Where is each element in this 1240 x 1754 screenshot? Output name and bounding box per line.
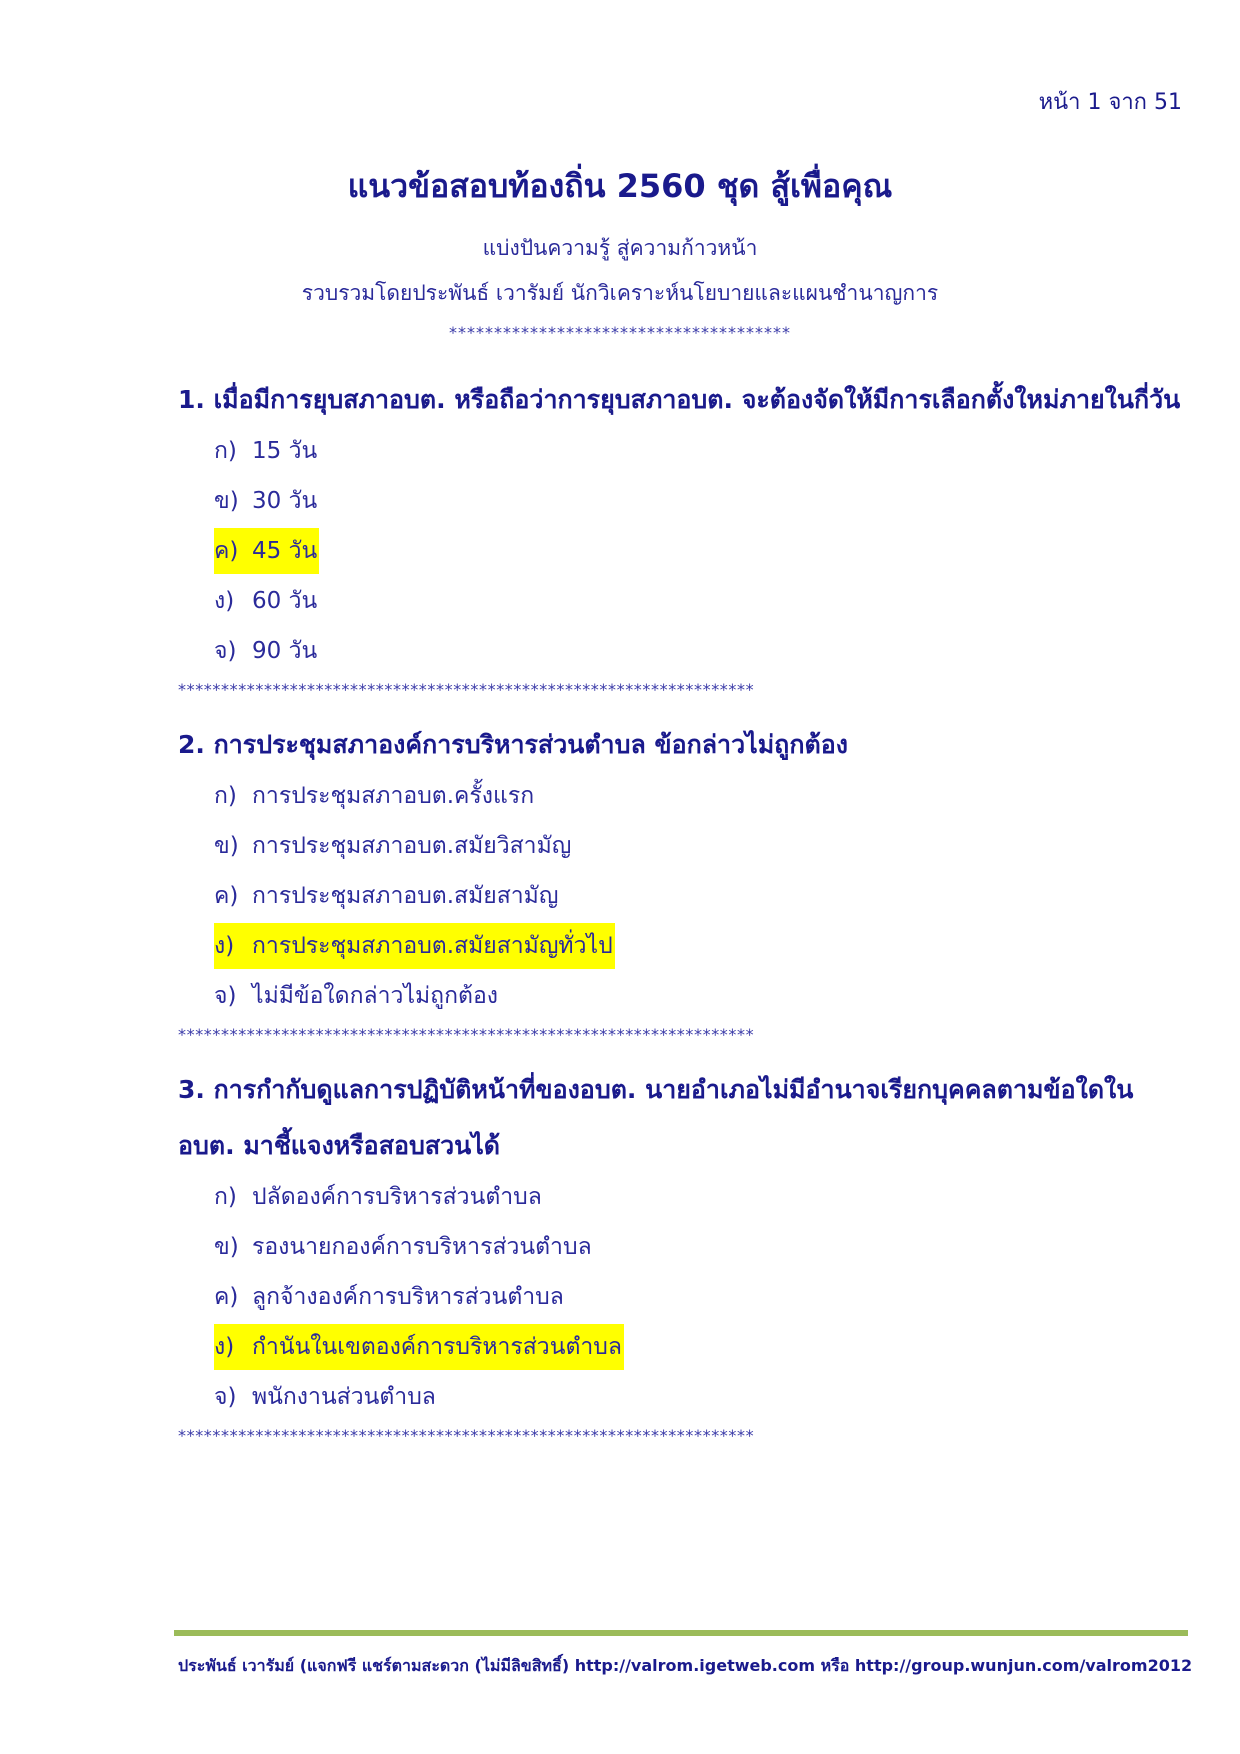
option-text: พนักงานส่วนตำบล [252,1384,436,1410]
option-letter: ก) [214,1184,237,1210]
option-c-answer [214,528,1188,578]
document-title: แนวข้อสอบท้องถิ่น 2560 ชุด สู้เพื่อคุณ [347,167,893,205]
option-e [214,973,1188,1023]
question-1 [178,372,1188,699]
option-letter: ค) [214,883,239,909]
document-subtitle: แบ่งปันความรู้ สู่ความก้าวหน้า [482,236,758,260]
option-text: ลูกจ้างองค์การบริหารส่วนตำบล [252,1284,564,1310]
option-text: 30 วัน [252,488,318,514]
option-letter: ง) [214,933,235,959]
option-text: การประชุมสภาอบต.สมัยสามัญ [252,883,559,909]
option-letter: ก) [214,438,237,464]
option-letter: ง) [214,588,235,614]
separator-long: ******************************************************************* [178,1426,755,1445]
option-letter: ก) [214,783,237,809]
option-text: 60 วัน [252,588,318,614]
option-a [214,1174,1188,1224]
question-text: 3. การกำกับดูแลการปฏิบัติหน้าที่ของอบต. นายอำเภอไม่มีอำนาจเรียกบุคคลตามข้อใดในอบต. มาชี้แจงหรือสอบสวนได้ [178,1075,1134,1160]
option-d-answer [214,1324,1188,1374]
options-list [178,1174,1188,1424]
option-b [214,1224,1188,1274]
option-text: 15 วัน [252,438,318,464]
option-d [214,578,1188,628]
title-block [0,166,1240,342]
option-c [214,1274,1188,1324]
option-letter: จ) [214,1384,237,1410]
option-text: 90 วัน [252,638,318,664]
option-e [214,1374,1188,1424]
option-b [214,478,1188,528]
compiler-line: รวบรวมโดยประพันธ์ เวารัมย์ นักวิเคราะห์นโยบายและแผนชำนาญการ [301,281,939,305]
page-number: หน้า 1 จาก 51 [1038,90,1182,115]
option-a [214,773,1188,823]
option-letter: จ) [214,638,237,664]
option-letter: ข) [214,1234,239,1260]
question-2 [178,717,1188,1044]
question-text: 1. เมื่อมีการยุบสภาอบต. หรือถือว่าการยุบสภาอบต. จะต้องจัดให้มีการเลือกตั้งใหม่ภายในกี่วัน [178,385,1181,414]
separator-long: ******************************************************************* [178,680,755,699]
option-letter: ค) [214,1284,239,1310]
option-letter: ค) [214,538,239,564]
option-letter: จ) [214,983,237,1009]
option-text: 45 วัน [252,538,318,564]
option-text: ไม่มีข้อใดกล่าวไม่ถูกต้อง [252,983,499,1009]
option-text: การประชุมสภาอบต.ครั้งแรก [252,783,535,809]
footer-divider [174,1630,1188,1636]
option-letter: ข) [214,488,239,514]
option-b [214,823,1188,873]
separator-short: ************************************** [449,323,791,342]
options-list [178,428,1188,678]
footer-credit: ประพันธ์ เวารัมย์ (แจกฟรี แชร์ตามสะดวก (ไม่มีลิขสิทธิ์) http://valrom.igetweb.com หรือ http://group.wunjun.com/valrom2012 [178,1656,1193,1675]
option-a [214,428,1188,478]
separator-long: ******************************************************************* [178,1025,755,1044]
option-letter: ง) [214,1334,235,1360]
option-c [214,873,1188,923]
question-3 [178,1062,1188,1445]
options-list [178,773,1188,1023]
question-list [178,372,1188,1463]
option-e [214,628,1188,678]
option-text: ปลัดองค์การบริหารส่วนตำบล [252,1184,542,1210]
option-d-answer [214,923,1188,973]
option-letter: ข) [214,833,239,859]
question-text: 2. การประชุมสภาองค์การบริหารส่วนตำบล ข้อกล่าวไม่ถูกต้อง [178,730,848,759]
option-text: การประชุมสภาอบต.สมัยวิสามัญ [252,833,572,859]
option-text: การประชุมสภาอบต.สมัยสามัญทั่วไป [252,933,613,959]
option-text: รองนายกองค์การบริหารส่วนตำบล [252,1234,592,1260]
option-text: กำนันในเขตองค์การบริหารส่วนตำบล [252,1334,622,1360]
